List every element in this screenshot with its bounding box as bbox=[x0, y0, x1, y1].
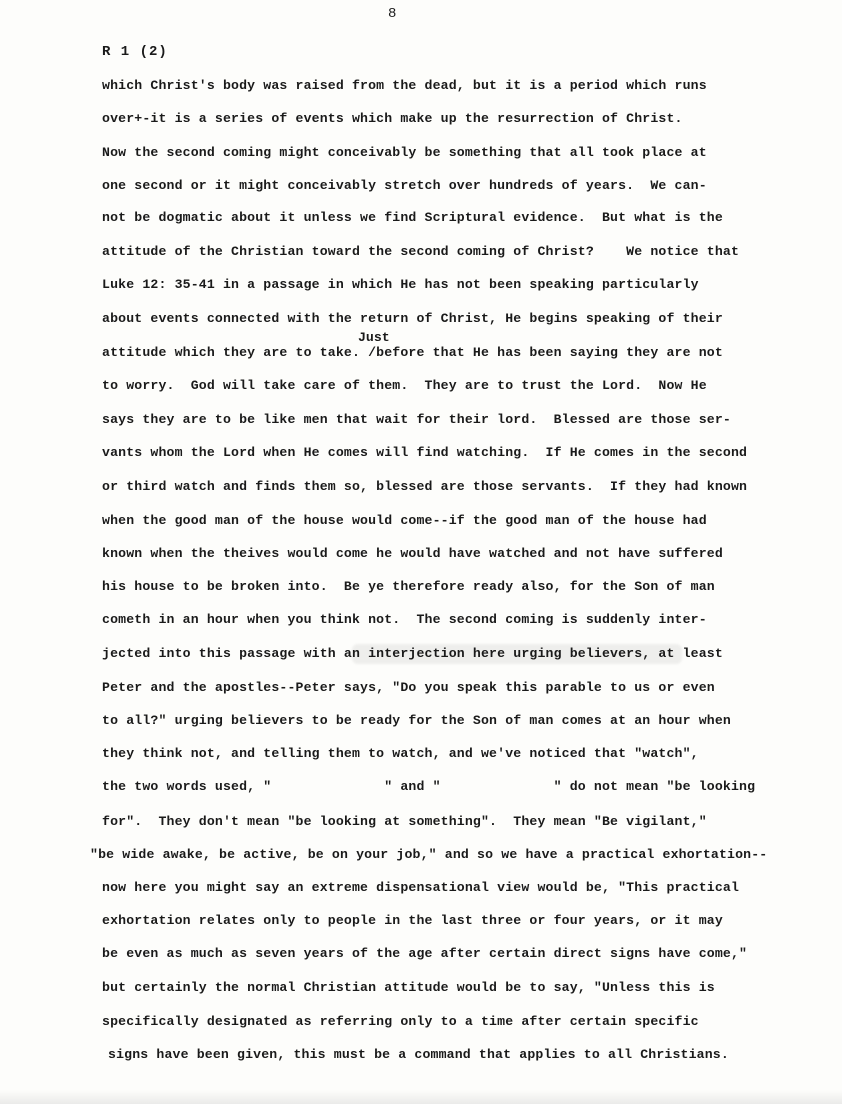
text-line: the two words used, " " and " " do not mean "be looking bbox=[102, 779, 756, 794]
handwritten-insertion: Just bbox=[358, 330, 390, 345]
text-line: Luke 12: 35-41 in a passage in which He has not been speaking particularly bbox=[102, 277, 699, 292]
page-bottom-edge bbox=[0, 1090, 842, 1104]
text-line: be even as much as seven years of the age after certain direct signs have come," bbox=[102, 946, 748, 961]
text-line: exhortation relates only to people in the last three or four years, or it may bbox=[102, 913, 723, 928]
text-line: specifically designated as referring only to a time after certain specific bbox=[102, 1014, 699, 1029]
text-line: known when the theives would come he would have watched and not have suffered bbox=[102, 546, 723, 561]
text-line: signs have been given, this must be a command that applies to all Christians. bbox=[108, 1047, 729, 1062]
text-line: not be dogmatic about it unless we find Scriptural evidence. But what is the bbox=[102, 210, 723, 225]
text-line: for". They don't mean "be looking at something". They mean "Be vigilant," bbox=[102, 814, 707, 829]
text-line: cometh in an hour when you think not. The second coming is suddenly inter- bbox=[102, 612, 707, 627]
text-line: about events connected with the return of Christ, He begins speaking of their bbox=[102, 311, 723, 326]
text-line: to all?" urging believers to be ready for the Son of man comes at an hour when bbox=[102, 713, 731, 728]
text-line: attitude which they are to take. /before that He has been saying they are not bbox=[102, 345, 723, 360]
text-line: when the good man of the house would come--if the good man of the house had bbox=[102, 513, 707, 528]
text-line: "be wide awake, be active, be on your job," and so we have a practical exhortation-- bbox=[90, 847, 768, 862]
text-line: says they are to be like men that wait for their lord. Blessed are those ser- bbox=[102, 412, 731, 427]
text-line: which Christ's body was raised from the dead, but it is a period which runs bbox=[102, 78, 707, 93]
text-line: attitude of the Christian toward the second coming of Christ? We notice that bbox=[102, 244, 740, 259]
page-number: 8 bbox=[388, 6, 397, 22]
text-line: one second or it might conceivably stretch over hundreds of years. We can- bbox=[102, 178, 707, 193]
section-reference: R 1 (2) bbox=[102, 44, 168, 60]
text-line: over+-it is a series of events which make up the resurrection of Christ. bbox=[102, 111, 683, 126]
text-line: now here you might say an extreme dispensational view would be, "This practical bbox=[102, 880, 740, 895]
text-line: they think not, and telling them to watch, and we've noticed that "watch", bbox=[102, 746, 699, 761]
text-line: Peter and the apostles--Peter says, "Do you speak this parable to us or even bbox=[102, 680, 715, 695]
text-line: to worry. God will take care of them. They are to trust the Lord. Now He bbox=[102, 378, 707, 393]
text-line: Now the second coming might conceivably be something that all took place at bbox=[102, 145, 707, 160]
text-line: or third watch and finds them so, blessed are those servants. If they had known bbox=[102, 479, 748, 494]
text-line: vants whom the Lord when He comes will find watching. If He comes in the second bbox=[102, 445, 748, 460]
text-line: his house to be broken into. Be ye therefore ready also, for the Son of man bbox=[102, 579, 715, 594]
text-line: but certainly the normal Christian attitude would be to say, "Unless this is bbox=[102, 980, 715, 995]
text-line: jected into this passage with an interjection here urging believers, at least bbox=[102, 646, 723, 661]
